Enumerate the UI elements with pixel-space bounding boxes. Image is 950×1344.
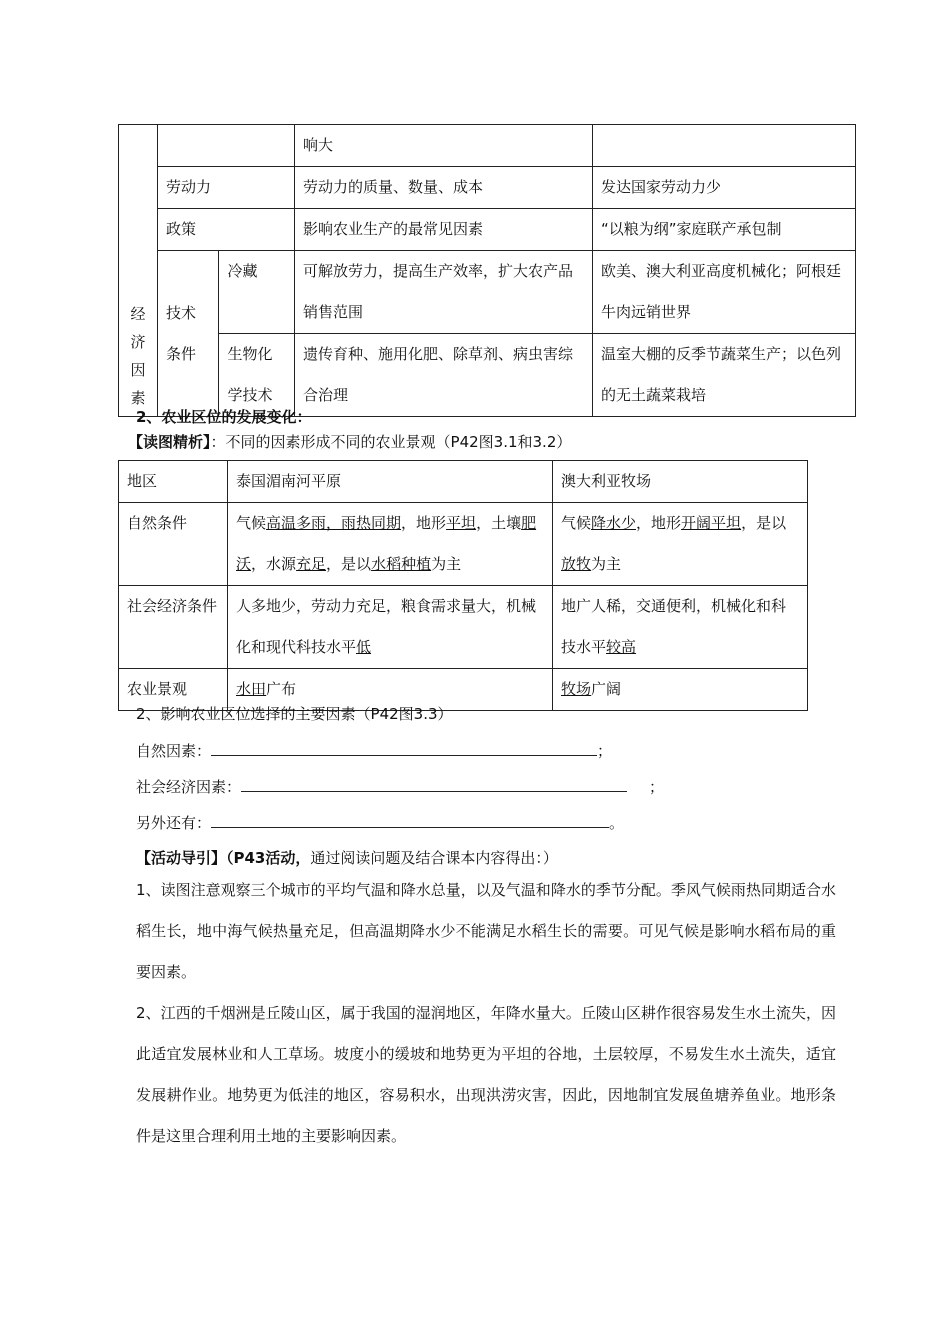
example-cell: 温室大棚的反季节蔬菜生产；以色列的无土蔬菜栽培	[593, 334, 856, 417]
example-cell: “以粮为纲”家庭联产承包制	[593, 209, 856, 251]
section-title: 2、农业区位的发展变化：	[136, 408, 312, 426]
natural-factors-line: 自然因素： ；	[136, 742, 613, 760]
example-cell	[593, 125, 856, 167]
reading-line: 【读图精析】：不同的因素形成不同的农业景观（P42图3.1和3.2）	[128, 433, 572, 451]
factor-cell	[158, 125, 295, 167]
effect-cell: 影响农业生产的最常见因素	[295, 209, 593, 251]
thai-natural-cell: 气候高温多雨，雨热同期，地形平坦，土壤肥沃，水源充足，是以水稻种植为主	[228, 503, 553, 586]
activity-line: 【活动导引】（P43活动，通过阅读问题及结合课本内容得出：）	[136, 849, 558, 867]
thai-landscape-cell: 水田广布	[228, 669, 553, 711]
economic-factors-table	[118, 124, 856, 417]
row-label: 自然条件	[119, 503, 228, 586]
header-cell: 泰国湄南河平原	[228, 461, 553, 503]
tech-sub-cell: 冷藏	[219, 251, 295, 334]
factors-title: 2、影响农业区位选择的主要因素（P42图3.3）	[136, 705, 453, 723]
example-cell: 发达国家劳动力少	[593, 167, 856, 209]
social-factors-blank	[241, 776, 627, 792]
economic-factors-header: 经 济 因 素	[119, 125, 158, 417]
row-label: 社会经济条件	[119, 586, 228, 669]
factor-cell: 政策	[158, 209, 295, 251]
factor-cell: 劳动力	[158, 167, 295, 209]
tech-condition-label: 技术 条件	[158, 251, 219, 417]
row-label: 农业景观	[119, 669, 228, 711]
effect-cell: 可解放劳力，提高生产效率，扩大农产品销售范围	[295, 251, 593, 334]
header-cell: 地区	[119, 461, 228, 503]
other-factors-line: 另外还有： 。	[136, 814, 625, 832]
aus-social-cell: 地广人稀，交通便利，机械化和科技水平较高	[553, 586, 808, 669]
effect-cell: 劳动力的质量、数量、成本	[295, 167, 593, 209]
aus-natural-cell: 气候降水少，地形开阔平坦，是以放牧为主	[553, 503, 808, 586]
paragraph-2: 2、江西的千烟洲是丘陵山区，属于我国的湿润地区，年降水量大。丘陵山区耕作很容易发生水土流失，因此适宜发展林业和人工草场。坡度小的缓坡和地势更为平坦的谷地，土层较厚，不易发生水土流失，适宜发展耕作业。地势更为低洼的地区，容易积水，出现洪涝灾害，因此，因地制宜发展鱼塘养鱼业。地形条件是这里合理利用土地的主要影响因素。	[136, 1004, 836, 1145]
paragraph-1: 1、读图注意观察三个城市的平均气温和降水总量，以及气温和降水的季节分配。季风气候雨热同期适合水稻生长，地中海气候热量充足，但高温期降水少不能满足水稻生长的需要。可见气候是影响水稻布局的重要因素。	[136, 881, 836, 981]
social-factors-line: 社会经济因素： ；	[136, 778, 665, 796]
tech-sub-cell: 生物化 学技术	[219, 334, 295, 417]
effect-cell: 响大	[295, 125, 593, 167]
other-factors-blank	[211, 812, 609, 828]
effect-cell: 遗传育种、施用化肥、除草剂、病虫害综合治理	[295, 334, 593, 417]
landscape-comparison-table	[118, 460, 808, 711]
aus-landscape-cell: 牧场广阔	[553, 669, 808, 711]
thai-social-cell: 人多地少，劳动力充足，粮食需求量大，机械化和现代科技水平低	[228, 586, 553, 669]
natural-factors-blank	[211, 740, 597, 756]
header-cell: 澳大利亚牧场	[553, 461, 808, 503]
example-cell: 欧美、澳大利亚高度机械化；阿根廷牛肉远销世界	[593, 251, 856, 334]
